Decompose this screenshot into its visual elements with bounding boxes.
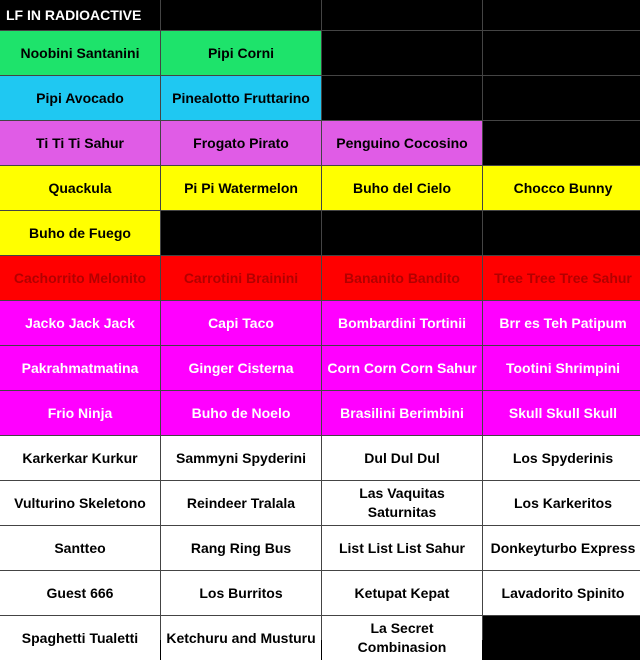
tier-item: Donkeyturbo Express <box>483 526 640 570</box>
tier-item: Corn Corn Corn Sahur <box>322 346 482 390</box>
tier-item: Rang Ring Bus <box>161 526 321 570</box>
tier-item: Pi Pi Watermelon <box>161 166 321 210</box>
empty-cell <box>322 0 482 30</box>
empty-cell <box>161 211 321 255</box>
tier-item: Buho de Fuego <box>0 211 160 255</box>
tier-item: Bananito Bandito <box>322 256 482 300</box>
tier-item: Penguino Cocosino <box>322 121 482 165</box>
tier-item: Skull Skull Skull <box>483 391 640 435</box>
tier-item: Pipi Corni <box>161 31 321 75</box>
tier-item: Frio Ninja <box>0 391 160 435</box>
tier-item: Las Vaquitas Saturnitas <box>322 481 482 525</box>
empty-cell <box>483 76 640 120</box>
tier-item: Frogato Pirato <box>161 121 321 165</box>
tier-item: Buho de Noelo <box>161 391 321 435</box>
tier-item: Noobini Santanini <box>0 31 160 75</box>
tier-item: Chocco Bunny <box>483 166 640 210</box>
empty-cell <box>483 121 640 165</box>
tier-item: Santteo <box>0 526 160 570</box>
tier-item: Ketchuru and Musturu <box>161 616 321 660</box>
tier-item: Dul Dul Dul <box>322 436 482 480</box>
tier-item: Los Spyderinis <box>483 436 640 480</box>
tier-item: Tootini Shrimpini <box>483 346 640 390</box>
tier-item: Pinealotto Fruttarino <box>161 76 321 120</box>
tier-item: Tree Tree Tree Sahur <box>483 256 640 300</box>
tier-item: Cachorrito Melonito <box>0 256 160 300</box>
tier-item: Jacko Jack Jack <box>0 301 160 345</box>
tier-item: Brasilini Berimbini <box>322 391 482 435</box>
tier-item: Capi Taco <box>161 301 321 345</box>
empty-cell <box>483 31 640 75</box>
tier-item: List List List Sahur <box>322 526 482 570</box>
tier-item: Brr es Teh Patipum <box>483 301 640 345</box>
tier-item: Vulturino Skeletono <box>0 481 160 525</box>
tier-item: Pipi Avocado <box>0 76 160 120</box>
tier-item: Los Burritos <box>161 571 321 615</box>
tier-item: Bombardini Tortinii <box>322 301 482 345</box>
empty-cell <box>322 76 482 120</box>
empty-cell <box>483 211 640 255</box>
tier-item: Ginger Cisterna <box>161 346 321 390</box>
tier-item: Pakrahmatmatina <box>0 346 160 390</box>
tier-item: Carrotini Brainini <box>161 256 321 300</box>
tier-item: Spaghetti Tualetti <box>0 616 160 660</box>
tier-item: Reindeer Tralala <box>161 481 321 525</box>
tier-item: La Secret Combinasion <box>322 616 482 660</box>
tier-item: Sammyni Spyderini <box>161 436 321 480</box>
page-title: LF IN RADIOACTIVE <box>0 0 160 30</box>
tier-item: Lavadorito Spinito <box>483 571 640 615</box>
empty-cell <box>483 616 640 660</box>
tier-item: Karkerkar Kurkur <box>0 436 160 480</box>
tier-item: Los Karkeritos <box>483 481 640 525</box>
empty-cell <box>161 0 321 30</box>
tier-item: Buho del Cielo <box>322 166 482 210</box>
empty-cell <box>322 31 482 75</box>
tier-item: Quackula <box>0 166 160 210</box>
empty-cell <box>483 0 640 30</box>
tier-item: Ketupat Kepat <box>322 571 482 615</box>
empty-cell <box>322 211 482 255</box>
tier-item: Guest 666 <box>0 571 160 615</box>
tier-item: Ti Ti Ti Sahur <box>0 121 160 165</box>
